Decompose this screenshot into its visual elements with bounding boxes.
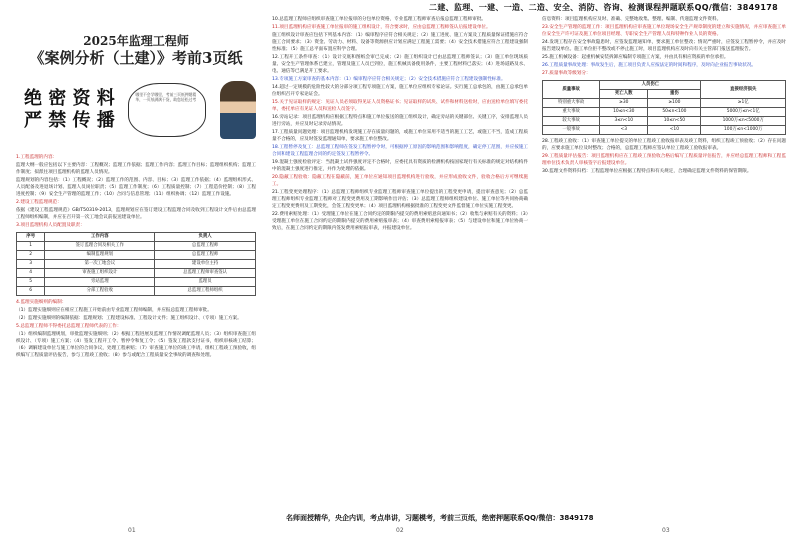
table-cell: 分部工程验收: [45, 287, 155, 296]
table-cell: 较大事故: [543, 117, 600, 126]
column-1: [12, 16, 260, 512]
table-cell: <10: [648, 126, 701, 135]
table-header: 质量事故: [543, 81, 600, 99]
paragraph: （1）监理实施细则应在相应工程施工开始前由专业监理工程师编制，并应报总监理工程师审批。: [16, 308, 212, 313]
paragraph: 监理规划的内容包括：（1）工程概况；（2）监理工作的范围、内容、目标；（3）监理工作依据；（4）监理组织形式、人员配备及进退场计划、监理人员岗位职责；（5）监理工作制度；（6）工程质量控制；（7）工程造价控制；（8）工程进度控制；（9）安全生产管理的监理工作；（10）合同与信息管理；（11）组织协调；（12）监理工作设施。: [16, 178, 256, 197]
table-header: 人员伤亡: [600, 81, 701, 90]
paragraph: 24.发现工程存在安全事故隐患时，应签发监理通知单，要求施工单位整改；情况严重时，应签发工程暂停令，并应及时报告建设单位。施工单位拒不整改或不停止施工时，项目监理机构应及时向有关主管部门报送监理报告。: [542, 40, 786, 52]
secret-stamp-banner: [16, 74, 256, 146]
table-header: 工作内容: [45, 233, 155, 242]
paragraph: 监理大纲一般应包括以下主要内容：工程概况；监理工作依据；监理工作内容；监理工作目标；监理组织机构；监理工作制度；拟派往项目监理机构的监理人员情况。: [16, 163, 256, 175]
paragraph: 2.建设工程监理规范：: [16, 200, 62, 205]
table-cell: ≥30: [600, 99, 648, 108]
table-header: 死亡人数: [600, 90, 648, 99]
footer-banner: 名师面授精华，央企内训，考点串讲，习题模考，考前三页纸，绝密押题联系QQ/微信：3849178: [286, 514, 594, 522]
table-row: [17, 260, 256, 269]
stamp-text: [16, 88, 115, 132]
table-cell: 6: [17, 287, 45, 296]
table-header: 序号: [17, 233, 45, 242]
table-cell: ≥100: [648, 99, 701, 108]
table-row: [17, 242, 256, 251]
table-cell: 建设单位主持: [155, 260, 256, 269]
paragraph: 17.工程质量问题处理：项目监理机构发现施工存在质量问题的，或施工单位采用不适当的施工工艺，或施工不当，造成工程质量不合格的，应及时签发监理通知单，要求施工单位整改。: [272, 130, 528, 142]
table-cell: 总监理工程师组织: [155, 287, 256, 296]
table-row: [17, 251, 256, 260]
table-row: [17, 278, 256, 287]
paragraph: 13.专项施工方案审查的基本内容：（1）编审程序应符合相关规定；（2）安全技术措施应符合工程建设强制性标准。: [272, 77, 506, 82]
paragraph: 25.施工机械设备：起重机械安装拆卸应编制专项施工方案，并由具有相应资质的单位承担。: [542, 55, 729, 60]
table-cell: 50≤n<100: [648, 108, 701, 117]
paragraph: 20.隐蔽工程验收：隐蔽工程在隐蔽前，施工单位应通知项目监理机构进行验收，并应形成验收文件，验收合格后方可继续施工。: [272, 175, 528, 187]
table-row: [543, 117, 786, 126]
table-cell: 第一次工地会议: [45, 260, 155, 269]
stamp-line-2: 严 禁 传 播: [24, 110, 115, 131]
paragraph: 23.安全生产管理的监理工作：项目监理机构应审查施工单位现场安全生产规章制度的建立和实施情况，并应审查施工单位安全生产许可证及施工单位项目经理、专职安全生产管理人员和特种作业人员的资格。: [542, 25, 786, 37]
table-cell: 1000万≤n<5000万: [701, 117, 786, 126]
table-row: [17, 269, 256, 278]
table-cell: 重大事故: [543, 108, 600, 117]
paragraph: 12.工程开工条件审查：（1）设计交底和图纸会审已完成；（2）施工组织设计已由总监理工程师签认；（3）施工单位现场质量、安全生产管理体系已建立，管理及施工人员已到位，施工机械具备使用条件，主要工程材料已落实；（4）进场道路及水、电、通信等已满足开工要求。: [272, 55, 528, 74]
table-cell: 4: [17, 269, 45, 278]
paragraph: 4.监理实施细则的编制：: [16, 300, 67, 305]
table-cell: 5000万≤n<1亿: [701, 108, 786, 117]
paragraph: 信息资料：项目监理机构应及时、准确、完整地收集、整理、编制、传递监理文件资料。: [542, 17, 722, 22]
table-cell: 总监理工程师: [155, 242, 256, 251]
table-header: 重伤: [648, 90, 701, 99]
table-cell: 1: [17, 242, 45, 251]
paragraph: 21.工程变更处理程序：（1）总监理工程师组织专业监理工程师审查施工单位提出的工程变更申请，提出审查意见；（2）总监理工程师组织专业监理工程师对工程变更费用及工期影响作出评估；（3）总监理工程师组织建设单位、施工单位等共同协商确定工程变更费用及工期变化，会签工程变更单；（4）项目监理机构根据批准的工程变更文件监督施工单位实施工程变更。: [272, 190, 528, 209]
paragraph: 施工组织设计审查应包括下列基本内容：（1）编审程序应符合相关规定；（2）施工进度、施工方案及工程质量保证措施应符合施工合同要求；（3）资金、劳动力、材料、设备等资源供应计划应满足工程施工需要；（4）安全技术措施应符合工程建设强制性标准；（5）施工总平面布置应科学合理。: [272, 33, 528, 52]
table-cell: 总监理工程师: [155, 251, 256, 260]
table-cell: 总监理工程师审查签认: [155, 269, 256, 278]
paragraph: 10.总监理工程师应组织审查施工单位报审的分包单位资格，专业监理工程师审查后报总监理工程师审批。: [272, 17, 487, 22]
paragraph: 18.工程暂停及复工：总监理工程师在签发工程暂停令时，可根据停工原因的影响范围和影响程度，确定停工范围，并应按施工合同和建设工程监理合同的约定签发工程暂停令。: [272, 145, 528, 157]
paragraph: 16.旁站记录：项目监理机构应根据工程特点和施工单位报送的施工组织设计，确定旁站的关键部位、关键工序，安排监理人员进行旁站，并应及时记录旁站情况。: [272, 115, 528, 127]
paragraph: 30.监理文件资料归档：工程监理单位应根据工程特点和有关规定，合理确定监理文件资料的保管期限。: [542, 169, 752, 174]
table-row: [543, 126, 786, 135]
column-3: [538, 16, 790, 512]
document-subtitle: 《案例分析（土建）》考前3页纸: [29, 49, 243, 67]
table-cell: ≥1亿: [701, 99, 786, 108]
table-header: 直接经济损失: [701, 81, 786, 99]
paragraph: 29.工程质量评估报告：项目监理机构应在工程竣工预验收合格后编写工程质量评估报告，并应经总监理工程师和工程监理单位技术负责人审核签字后报建设单位。: [542, 154, 786, 166]
duty-table: [16, 232, 256, 296]
table-cell: 10≤n<30: [600, 108, 648, 117]
page-number: 02: [396, 527, 404, 534]
paragraph: 14.超过一定规模的危险性较大的分部分项工程专项施工方案，施工单位应组织专家论证。实行施工总承包的，由施工总承包单位组织召开专家论证会。: [272, 85, 528, 97]
paragraph: 22.费用索赔处理：（1）受理施工单位在施工合同约定的期限内提交的费用索赔意向通知书；（2）收集与索赔有关的资料；（3）受理施工单位在施工合同约定的期限内提交的费用索赔报审表；（4）审查费用索赔报审表；（5）与建设单位和施工单位协商一致后，在施工合同约定的期限内签发费用索赔报审表，并报建设单位。: [272, 212, 528, 231]
paragraph: 19.混凝土强度检验评定：当混凝土试件强度评定不合格时，应委托具有资质的检测机构按国家现行有关标准的规定对结构构件中的混凝土强度进行推定，并作为处理的依据。: [272, 160, 528, 172]
table-row: [543, 108, 786, 117]
table-cell: 3: [17, 260, 45, 269]
table-cell: 签订监理合同及相关工作: [45, 242, 155, 251]
teacher-avatar: [220, 81, 256, 139]
paragraph: （2）监理实施细则的编制依据：监理规划；工程建设标准、工程设计文件；施工组织设计、（专项）施工方案。: [16, 316, 242, 321]
paragraph: 27.质量事故等级划分：: [542, 71, 591, 76]
page-number: 03: [662, 527, 670, 534]
table-cell: 旁站监理: [45, 278, 155, 287]
table-cell: 编制监理规划: [45, 251, 155, 260]
table-row: [17, 287, 256, 296]
table-cell: 100万≤n<1000万: [701, 126, 786, 135]
accident-level-table: [542, 80, 786, 135]
stamp-line-1: 绝 密 资 料: [24, 88, 115, 109]
table-cell: 一般事故: [543, 126, 600, 135]
paragraph: 5.总监理工程师不得委托总监理工程师代表的工作：: [16, 324, 122, 329]
paragraph: 11.项目监理机构应审查施工单位报审的施工组织设计，符合要求时，应由总监理工程师签认后报建设单位。: [272, 25, 491, 30]
table-cell: <3: [600, 126, 648, 135]
paragraph: 26.工程质量事故处理：事故发生后，施工项目负责人应按法定的时间和程序，及时向企业报告事故状况。: [542, 63, 757, 68]
speech-bubble: 哪里不会学哪里，考前三页纸押题精华，一页纸满满干货，助您轻松过考: [128, 83, 206, 137]
paragraph: 依据《建设工程监理规范》GB/T50319-2013，监理规划应在签订建设工程监理合同及收到工程设计文件后由总监理工程师组织编制，并应在召开第一次工地会议前报送建设单位。: [16, 208, 256, 220]
column-2: [268, 16, 532, 512]
paragraph: （1）组织编制监理规划，审批监理实施细则；（2）根据工程进展及监理工作情况调配监理人员；（3）组织审查施工组织设计、（专项）施工方案；（4）签发工程开工令、暂停令和复工令；（5）签发工程款支付证书，组织审核竣工结算；（6）调解建设单位与施工单位的合同争议，处理工程索赔；（7）审查施工单位的竣工申请，组织工程竣工预验收，组织编写工程质量评估报告，参与工程竣工验收；（8）参与或配合工程质量安全事故的调查和处理。: [16, 332, 256, 358]
table-row: [543, 99, 786, 108]
table-cell: 监理员: [155, 278, 256, 287]
table-cell: 2: [17, 251, 45, 260]
table-cell: 5: [17, 278, 45, 287]
paragraph: 1.工程监理的内容：: [16, 155, 58, 160]
table-cell: 审查施工组织设计: [45, 269, 155, 278]
document-title: 2025年监理工程师: [83, 34, 189, 48]
table-cell: 特别重大事故: [543, 99, 600, 108]
table-cell: 3≤n<10: [600, 117, 648, 126]
table-header: 负责人: [155, 233, 256, 242]
table-cell: 10≤n<50: [648, 117, 701, 126]
paragraph: 3.项目监理机构人员配置及职责：: [16, 223, 85, 228]
header-banner: 二建、监理、一建、一造、二造、安全、消防、咨询、检测课程押题联系QQ/微信：3849178: [429, 3, 778, 12]
paragraph: 28.工程竣工验收：（1）审查施工单位提交的单位工程竣工验收报审表及竣工资料，组织工程竣工预验收；（2）存在问题的，应要求施工单位及时整改；合格的，总监理工程师应签认单位工程竣工验收报审表。: [542, 139, 786, 151]
paragraph: 15.关于见证取样的规定：见证人员必须取得见证人员资格证书；见证取样的试块、试件和材料送检时，应由送检单位填写委托单，委托单应有见证人员和送检人员签字。: [272, 100, 528, 112]
page-number: 01: [128, 527, 136, 534]
